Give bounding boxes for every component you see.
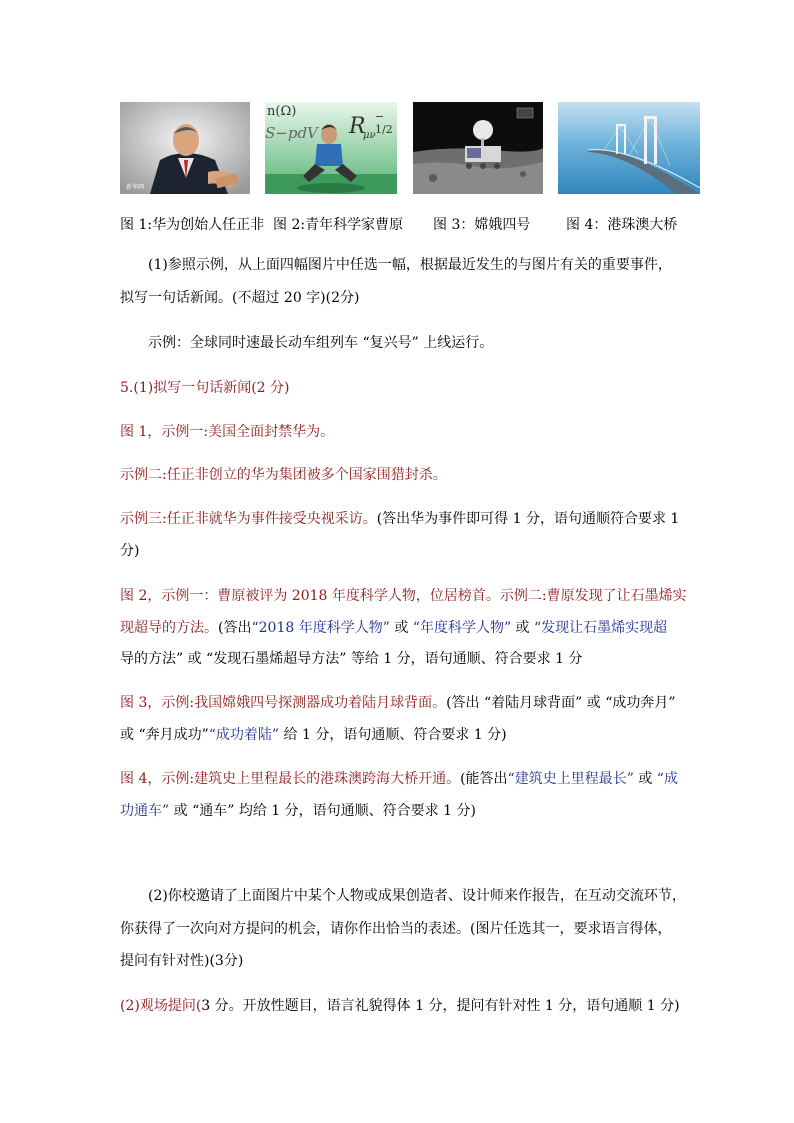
answer-fig2-line-3: 导的方法” 或 “发现石墨烯超导方法” 等给 1 分，语句通顺、符合要求 1 分 — [120, 651, 583, 667]
answer-fig4-scoring: (能答出 — [460, 771, 508, 787]
question-2-line-3: 提问有针对性)(3分) — [120, 953, 244, 969]
answer-fig4-key-2-cont: 功通车” — [120, 803, 170, 819]
answer-fig2-or-1: 或 — [389, 620, 413, 636]
question-2-line-2: 你获得了一次向对方提问的机会，请你作出恰当的表述。(图片任选其一，要求语言得体， — [120, 921, 672, 937]
answer-fig3-line-1 — [120, 692, 680, 714]
question-1-line-1: (1)参照示例，从上面四幅图片中任选一幅，根据最近发生的与图片有关的重要事件， — [148, 257, 672, 273]
caption-1: 图 1:华为创始人任正非 — [120, 217, 265, 233]
formula-text-left: S−pdV — [265, 124, 318, 142]
answer-fig2-key-3: “发现让石墨烯实现超 — [534, 620, 668, 636]
answer-fig2-or-2: 或 — [511, 620, 535, 636]
photo-hzmb-bridge — [558, 102, 700, 194]
answer-fig4-scoring-end: 或 “通车” 均给 1 分，语句通顺、符合要求 1 分) — [169, 803, 476, 819]
answer-fig2-scoring: (答出 — [218, 620, 252, 636]
caption-2: 图 2:青年科学家曹原 — [273, 217, 404, 233]
formula-text-r: R — [349, 114, 366, 139]
answer-fig3-scoring-end: 给 1 分，语句通顺、符合要求 1 分) — [279, 727, 507, 743]
answer-fig4-line-2 — [120, 800, 680, 822]
answer-fig2-key-1: “2018 年度科学人物” — [251, 620, 390, 636]
answer-fig3-key-2: “成功着陆” — [208, 727, 280, 743]
answer-2 — [120, 995, 680, 1017]
photo-ren-zhengfei — [120, 102, 250, 194]
answer-fig1-example2: 示例二:任正非创立的华为集团被多个国家围猎封杀。 — [120, 467, 447, 483]
formula-text-sub: μν — [363, 130, 376, 141]
answer-fig1-scoring: (答出华为事件即可得 1 分，语句通顺符合要求 1 — [376, 511, 680, 527]
answer-fig1-scoring-cont: 分) — [120, 543, 140, 559]
question-1-line-2: 拟写一句话新闻。(不超过 20 字)(2分) — [120, 290, 360, 306]
answer-fig3-scoring: (答出 “着陆月球背面” 或 “成功奔月” — [446, 695, 676, 711]
question-1-example: 示例：全球同时速最长动车组列车 “复兴号” 上线运行。 — [148, 335, 494, 351]
caption-4: 图 4：港珠澳大桥 — [566, 217, 678, 233]
answer-fig3-line-2 — [120, 724, 680, 746]
caption-3: 图 3：嫦娥四号 — [433, 217, 531, 233]
formula-text-frac: − 1/2 — [375, 110, 393, 136]
answer-fig3-key-1: 或 “奔月成功” — [120, 727, 209, 743]
answer-heading: 5.(1)拟写一句话新闻(2 分) — [120, 380, 290, 396]
formula-text-top: n(Ω) — [267, 104, 297, 119]
answer-fig1-example3-text: 示例三:任正非就华为事件接受央视采访。 — [120, 511, 377, 527]
answer-fig4-key-2: “成 — [656, 771, 678, 787]
answer-2-label: (2)观场提问( — [120, 998, 202, 1014]
answer-fig3-text: 图 3，示例:我国嫦娥四号探测器成功着陆月球背面。 — [120, 695, 447, 711]
answer-fig2-line-1: 图 2，示例一：曹原被评为 2018 年度科学人物，位居榜首。示例二:曹原发现了让石墨烯实 — [120, 588, 687, 604]
answer-fig4-text: 图 4，示例:建筑史上里程最长的港珠澳跨海大桥开通。 — [120, 771, 461, 787]
watermark-text: 新华网 — [126, 184, 145, 191]
photo-cao-yuan — [265, 102, 397, 194]
photo-change-4 — [413, 102, 543, 194]
answer-fig4-key-1: “建筑史上里程最长” — [507, 771, 634, 787]
answer-2-scoring: 3 分。开放性题目，语言礼貌得体 1 分，提问有针对性 1 分，语句通顺 1 分) — [201, 998, 680, 1014]
answer-fig1-example3 — [120, 508, 680, 530]
answer-fig2-text: 现超导的方法。 — [120, 620, 218, 636]
answer-fig2-line-2 — [120, 617, 680, 639]
answer-fig2-key-2: “年度科学人物” — [412, 620, 512, 636]
question-2-line-1: (2)你校邀请了上面图片中某个人物或成果创造者、设计师来作报告，在互动交流环节， — [148, 888, 686, 904]
answer-fig4-or: 或 — [633, 771, 657, 787]
answer-fig4-line-1 — [120, 768, 680, 790]
answer-fig1-example1: 图 1，示例一:美国全面封禁华为。 — [120, 424, 335, 440]
